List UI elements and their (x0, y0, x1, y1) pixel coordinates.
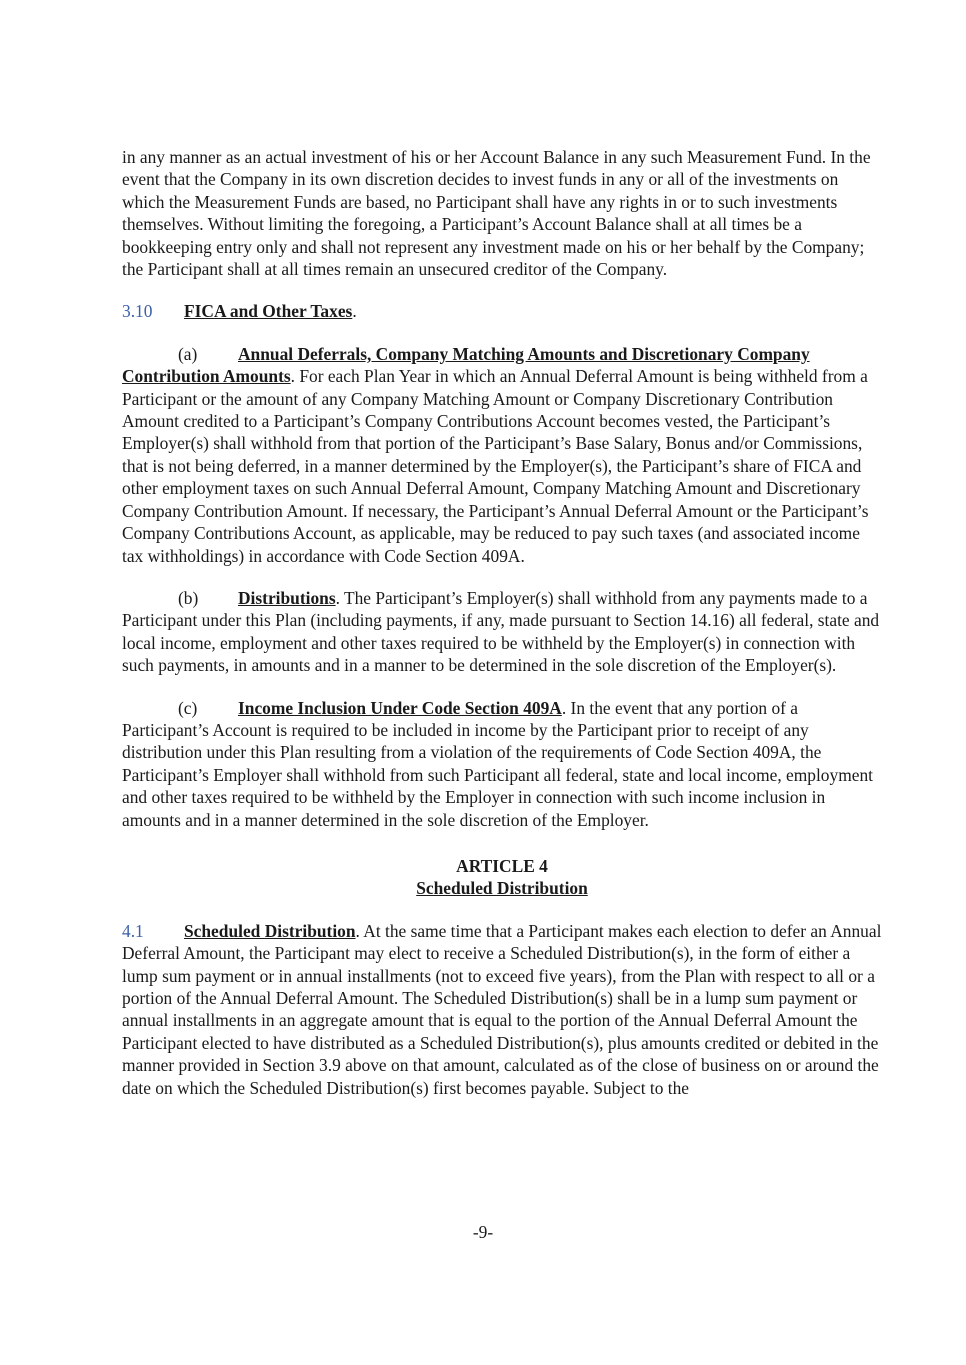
subsection-heading: Distributions (238, 587, 336, 608)
section-3-10-heading (122, 300, 882, 322)
section-number: 3.10 (122, 301, 153, 322)
subsection-body: . The Participant’s Employer(s) shall withhold from any payments made to a Participant under this Plan (including payments, if any, made pursuant to Section 14.16) all federal, state and local income, employment and other taxes required to be withheld by the Employer(s) in connection with such payments, in amounts and in a manner to be determined in the sole discretion of the Employer(s). (122, 587, 880, 676)
subsection-marker: (a) (178, 343, 198, 364)
subsection-heading: Annual Deferrals, Company Matching Amounts and Discretionary Company Contribution Amounts (122, 343, 810, 387)
subsection-body: . For each Plan Year in which an Annual Deferral Amount is being withheld from a Participant or the amount of any Company Matching Amount or Company Discretionary Contribution Amount credited to a Participant’s Company Contributions Account becomes vested, the Participant’s Employer(s) shall withhold from that portion of the Participant’s Base Salary, Bonus and/or Commissions, that is not being deferred, in a manner determined by the Employer(s), the Participant’s share of FICA and other employment taxes on such Annual Deferral Amount, Company Matching Amount and Discretionary Company Contribution Amount. If necessary, the Participant’s Annual Deferral Amount or the Participant’s Company Contributions Account, as applicable, may be reduced to pay such taxes (and associated income tax withholdings) in accordance with Code Section 409A. (122, 366, 869, 566)
intro-paragraph: in any manner as an actual investment of his or her Account Balance in any such Measurement Fund. In the event that the Company in its own discretion decides to invest funds in any or all of the investments on which the Measurement Funds are based, no Participant shall have any rights in or to such investments themselves. Without limiting the foregoing, a Participant’s Account Balance shall at all times be a bookkeeping entry only and shall not represent any investment made on his or her behalf by the Company; the Participant shall at all times remain an unsecured creditor of the Company. (122, 147, 871, 280)
section-title-suffix: . (352, 301, 357, 322)
section-title: FICA and Other Taxes (184, 301, 353, 322)
subsection-marker: (b) (178, 587, 199, 608)
subsection-b (122, 587, 882, 677)
subsection-body: . In the event that any portion of a Participant’s Account is required to be included in income by the Participant prior to receipt of any distribution under this Plan resulting from a violation of the requirements of Code Section 409A, the Participant’s Employer shall withhold from such Participant all federal, state and local income, employment and other taxes required to be withheld by the Employer in connection with such income inclusion in amounts and in a manner determined in the sole discretion of the Employer. (122, 697, 873, 830)
section-heading: Scheduled Distribution (184, 920, 356, 941)
article-heading (122, 855, 882, 900)
page-content (122, 146, 882, 1099)
section-number: 4.1 (122, 920, 144, 941)
article-title: Scheduled Distribution (416, 878, 588, 899)
subsection-a (122, 343, 882, 567)
page-number: -9- (472, 1222, 494, 1242)
subsection-heading: Income Inclusion Under Code Section 409A (238, 697, 562, 718)
subsection-marker: (c) (178, 697, 198, 718)
section-body: . At the same time that a Participant makes each election to defer an Annual Deferral Amount, the Participant may elect to receive a Scheduled Distribution(s), in the form of either a lump sum payment or in annual installments (not to exceed five years), from the Plan with respect to all or a portion of the Annual Deferral Amount. The Scheduled Distribution(s) shall be in a lump sum payment or annual installments in an aggregate amount that is equal to the portion of the Annual Deferral Amount the Participant elected to have distributed as a Scheduled Distribution(s), plus amounts credited or debited in the manner provided in Section 3.9 above on that amount, calculated as of the close of business on or around the date on which the Scheduled Distribution(s) first becomes payable. Subject to the (122, 920, 882, 1098)
article-label: ARTICLE 4 (456, 855, 548, 876)
section-4-1 (122, 920, 882, 1099)
subsection-c (122, 697, 882, 831)
